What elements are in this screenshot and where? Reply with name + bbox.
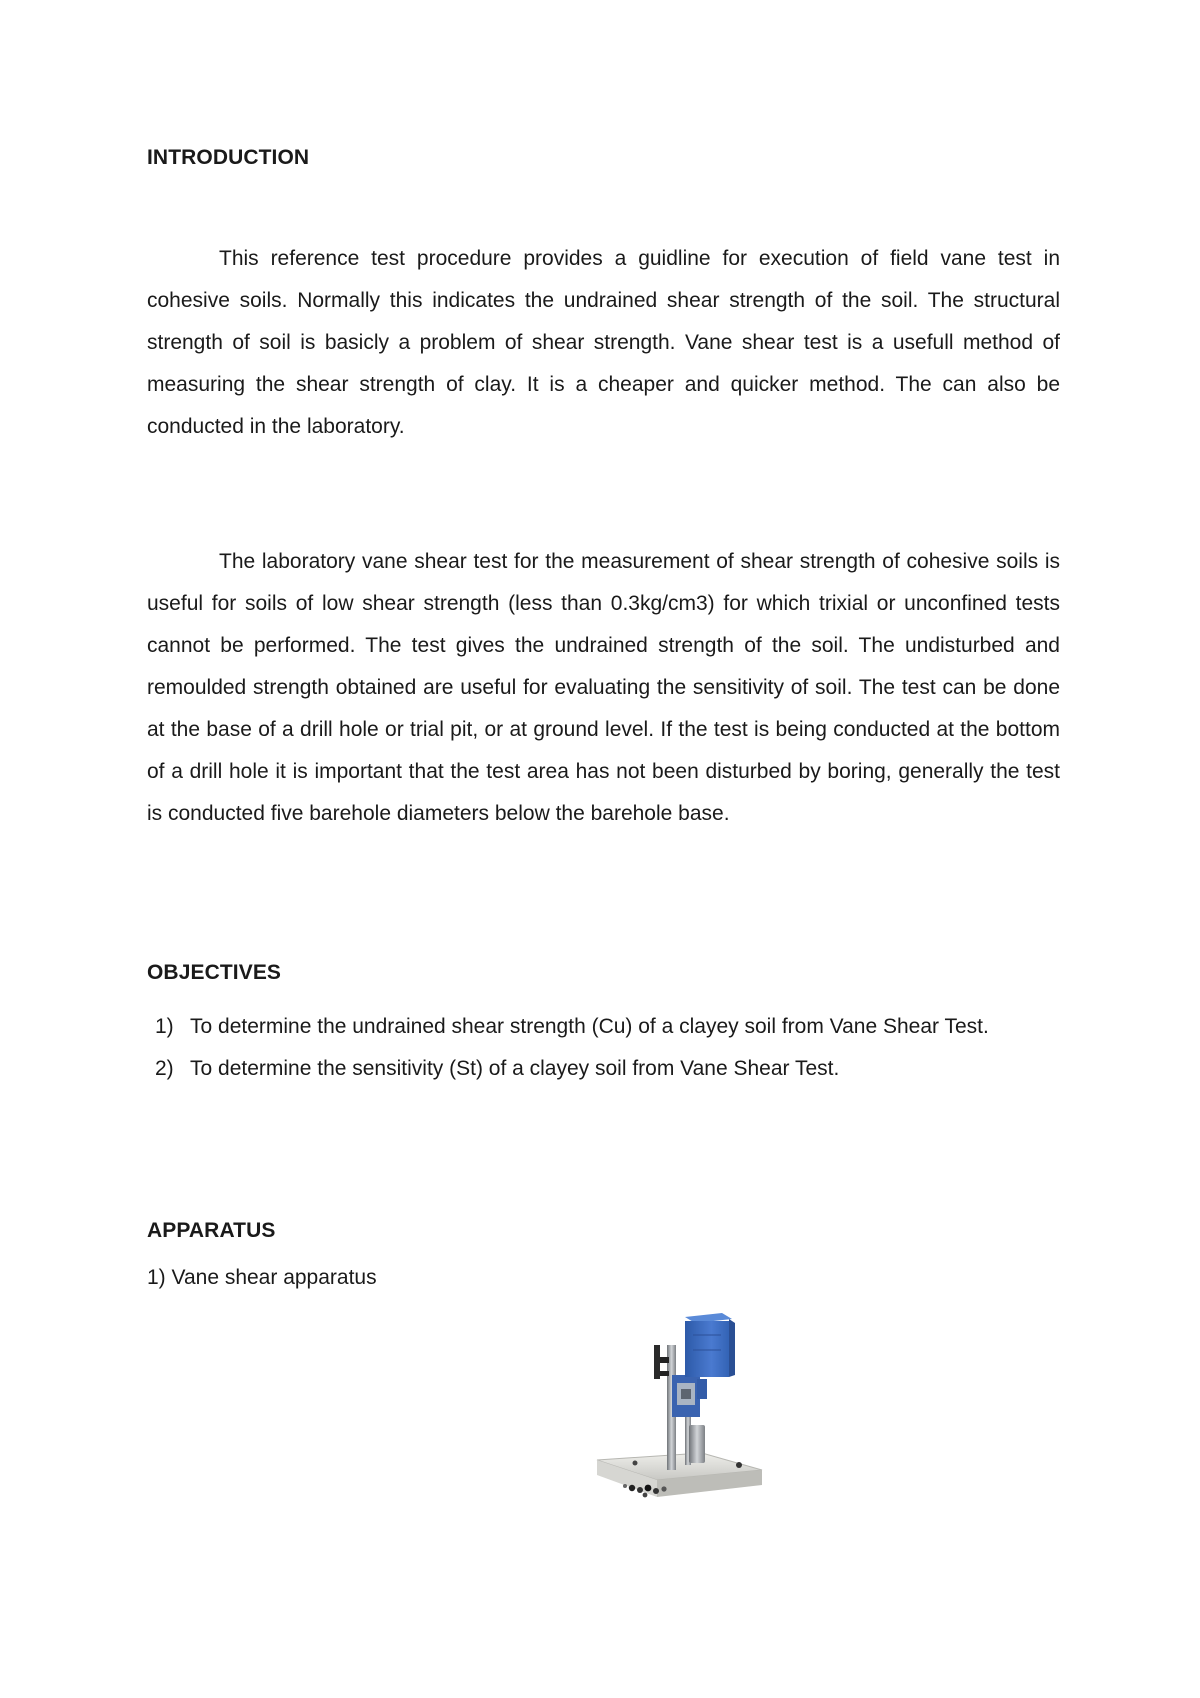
list-item-text: To determine the sensitivity (St) of a clayey soil from Vane Shear Test. <box>190 1057 840 1080</box>
introduction-heading: INTRODUCTION <box>147 146 310 169</box>
apparatus-item-1: 1) Vane shear apparatus <box>147 1266 377 1289</box>
objectives-heading: OBJECTIVES <box>147 961 282 984</box>
introduction-paragraph-1: This reference test procedure provides a guidline for execution of field vane test in cohesive soils. Normally this indicates the undrained shear strength of the soil. The structural strength of soil is basicly a problem of shear strength. Vane shear test is a usefull method of measuring the shear strength of clay. It is a cheaper and quicker method. The can also be conducted in the laboratory. <box>147 247 1060 438</box>
introduction-paragraph-2: The laboratory vane shear test for the measurement of shear strength of cohesive soils is useful for soils of low shear strength (less than 0.3kg/cm3) for which trixial or unconfined tests cannot be performed. The test gives the undrained strength of the soil. The undisturbed and remoulded strength obtained are useful for evaluating the sensitivity of soil. The test can be done at the base of a drill hole or trial pit, or at ground level. If the test is being conducted at the bottom of a drill hole it is important that the test area has not been disturbed by boring, generally the test is conducted five barehole diameters below the barehole base. <box>147 550 1060 825</box>
list-item <box>147 1048 1060 1090</box>
objectives-list <box>147 1006 1060 1090</box>
list-number: 1) <box>155 1015 174 1038</box>
list-item-text: To determine the undrained shear strength (Cu) of a clayey soil from Vane Shear Test. <box>190 1015 989 1038</box>
vane-shear-apparatus-image <box>517 1305 837 1515</box>
list-item <box>147 1006 1060 1048</box>
list-number: 2) <box>155 1057 174 1080</box>
apparatus-heading: APPARATUS <box>147 1219 276 1242</box>
